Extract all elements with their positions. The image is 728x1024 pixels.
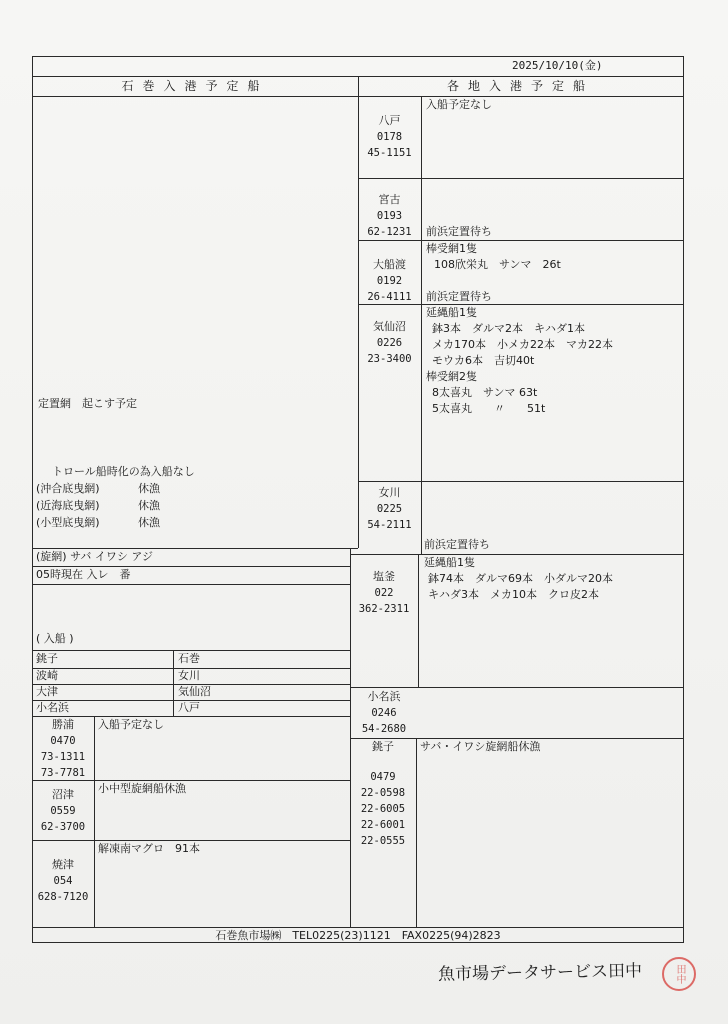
port-name: 八戸 (378, 114, 401, 127)
port-note: 8太喜丸 サンマ 63t (432, 386, 538, 399)
left-row-sep (32, 548, 358, 549)
port-tel: 0193 (376, 210, 403, 222)
port-row-sep (358, 481, 683, 482)
south-port-tel: 628-7120 (37, 891, 89, 903)
port-tel: 62-1231 (367, 226, 412, 238)
arrival-to: 八戸 (178, 701, 200, 714)
right-section-title: 各地入港予定船 (446, 79, 594, 93)
port-name-divider-upper (421, 96, 422, 554)
port-tel: 362-2311 (358, 603, 410, 615)
port-note: サバ・イワシ旋網船休漁 (420, 740, 541, 753)
port-tel: 22-0598 (360, 787, 406, 799)
port-note: メカ170本 小メカ22本 マカ22本 (432, 338, 613, 351)
table-border-top (32, 56, 684, 57)
arrival-to: 女川 (178, 669, 200, 682)
port-row-sep (350, 738, 683, 739)
arrival-from: 銚子 (36, 652, 58, 665)
arrival-from: 波崎 (36, 669, 58, 682)
purse-seine-status: 05時現在 入レ 番 (36, 568, 131, 581)
south-port-note: 小中型旋網船休漁 (98, 782, 186, 795)
port-tel: 0178 (376, 131, 403, 143)
port-note: 前浜定置待ち (426, 290, 492, 303)
port-name-divider-lower (416, 738, 417, 928)
fishery-name: (沖合底曳網) (36, 482, 100, 495)
arrivals-col-divider (173, 650, 174, 716)
port-tel: 022 (374, 587, 394, 599)
port-note: 鉢3本 ダルマ2本 キハダ1本 (432, 322, 585, 335)
port-row-sep (358, 178, 683, 179)
port-name: 宮古 (378, 193, 401, 206)
port-row-sep (350, 687, 683, 688)
port-tel: 0246 (371, 707, 397, 719)
fishery-name: (近海底曳網) (36, 499, 100, 512)
port-tel: 54-2111 (367, 519, 412, 531)
left-row-sep (32, 566, 350, 567)
south-port-tel: 73-7781 (40, 767, 86, 779)
fishery-name: (小型底曳網) (36, 516, 100, 529)
left-section-title: 石巻入港予定船 (121, 79, 269, 93)
port-name: 塩釜 (373, 570, 395, 583)
port-note: 棒受網1隻 (426, 242, 477, 255)
hanko-stamp (662, 957, 696, 991)
port-note: 108欣栄丸 サンマ 26t (434, 258, 561, 271)
south-port-tel: 0559 (50, 805, 76, 817)
port-note: 鉢74本 ダルマ69本 小ダルマ20本 (428, 572, 613, 585)
south-port-tel: 054 (53, 875, 73, 887)
hanko-text: 田中 (674, 964, 685, 984)
arrival-to: 気仙沼 (178, 685, 211, 698)
left-row-sep (32, 780, 350, 781)
port-tel: 0192 (376, 275, 403, 287)
footer-row-top (32, 927, 684, 928)
port-tel: 23-3400 (367, 353, 412, 365)
port-tel: 22-6001 (360, 819, 406, 831)
port-tel: 22-0555 (360, 835, 406, 847)
arrivals-label: ( 入船 ) (36, 632, 74, 645)
left-row-sep (32, 584, 350, 585)
port-tel: 54-2680 (361, 723, 407, 735)
south-port-tel: 0470 (50, 735, 76, 747)
port-name: 気仙沼 (373, 320, 406, 333)
port-row-sep (350, 554, 683, 555)
fishery-status: 休漁 (138, 516, 160, 529)
port-tel: 0226 (376, 337, 403, 349)
port-row-sep (358, 304, 683, 305)
footer-contact: 石巻魚市場㈱ TEL0225(23)1121 FAX0225(94)2823 (215, 929, 501, 942)
port-note: 入船予定なし (426, 98, 492, 111)
left-row-sep (32, 716, 350, 717)
port-row-sep (358, 240, 683, 241)
arrival-to: 石巻 (178, 652, 200, 665)
document-date: 2025/10/10(金) (512, 59, 603, 72)
south-port-name: 勝浦 (52, 718, 74, 731)
port-tel: 26-4111 (367, 291, 412, 303)
port-tel: 0225 (376, 503, 403, 515)
table-border-right (683, 56, 684, 942)
fishery-status: 休漁 (138, 482, 160, 495)
fishery-status: 休漁 (138, 499, 160, 512)
south-port-name: 沼津 (52, 788, 74, 801)
arrival-from: 小名浜 (36, 701, 69, 714)
port-tel: 22-6005 (360, 803, 406, 815)
port-tel: 45-1151 (367, 147, 412, 159)
port-name: 女川 (378, 486, 401, 499)
port-note: 前浜定置待ち (426, 225, 492, 238)
left-row-sep (32, 650, 350, 651)
south-port-note: 解凍南マグロ 91本 (98, 842, 200, 855)
left-row-sep (32, 840, 350, 841)
port-note: キハダ3本 メカ10本 クロ皮2本 (428, 588, 599, 601)
port-name: 小名浜 (367, 690, 401, 703)
handwritten-signature: 魚市場データサービス田中 (437, 961, 643, 985)
port-note: 延縄船1隻 (424, 556, 475, 569)
port-note: 棒受網2隻 (426, 370, 477, 383)
port-name-divider-mid (418, 554, 419, 687)
port-name: 大船渡 (373, 258, 406, 271)
port-note: 5太喜丸 〃 51t (432, 402, 546, 415)
port-note: 延縄船1隻 (426, 306, 477, 319)
port-tel: 0479 (370, 771, 396, 783)
trawl-line: トロール船時化の為入船なし (52, 465, 195, 478)
teichi-net-line: 定置網 起こす予定 (38, 397, 137, 410)
south-port-tel: 62-3700 (40, 821, 86, 833)
arrival-from: 大津 (36, 685, 58, 698)
port-name: 銚子 (372, 740, 394, 753)
south-port-tel: 73-1311 (40, 751, 86, 763)
purse-seine-line: (旋網) サバ イワシ アジ (36, 550, 153, 563)
port-note: モウカ6本 吉切40t (432, 354, 535, 367)
south-port-divider (94, 716, 95, 927)
south-port-note: 入船予定なし (98, 718, 164, 731)
port-note: 前浜定置待ち (424, 538, 490, 551)
south-port-name: 焼津 (52, 858, 74, 871)
